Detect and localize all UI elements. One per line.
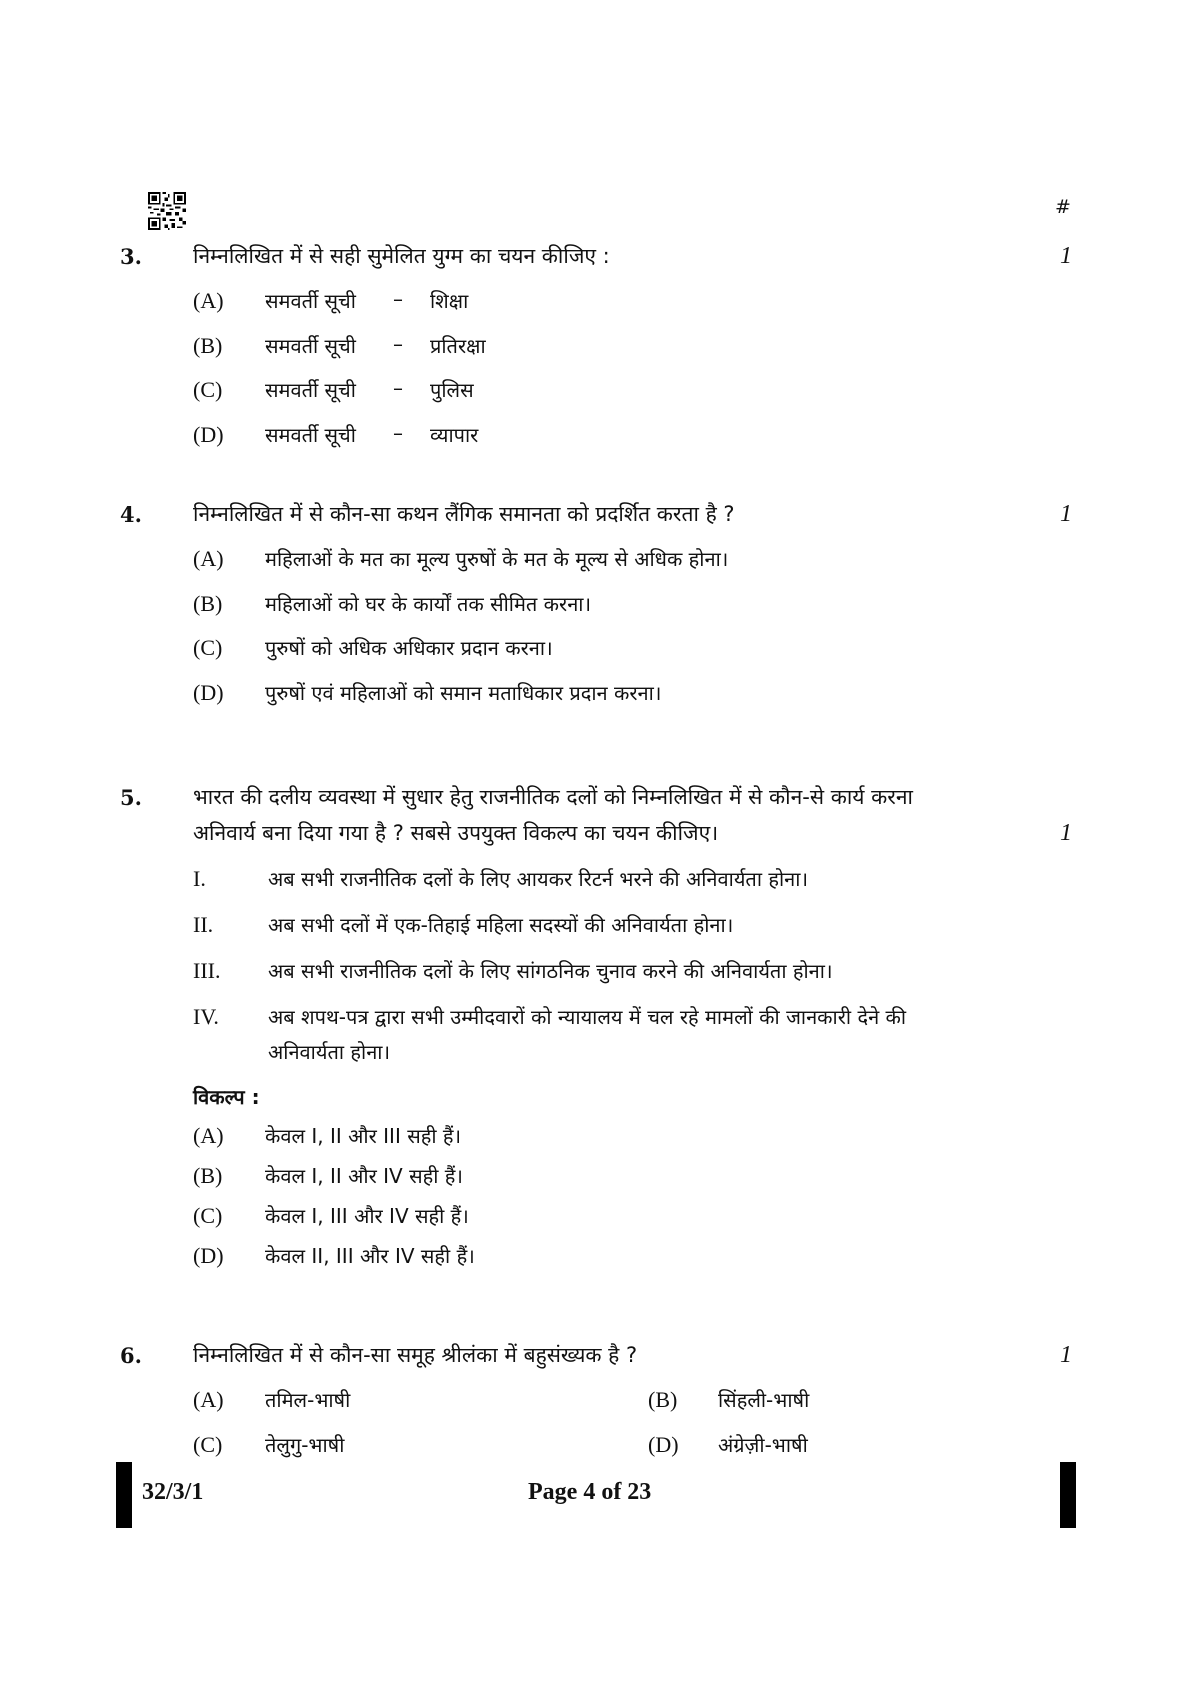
question-text-line2: अनिवार्य बना दिया गया है ? सबसे उपयुक्त विकल्प का चयन कीजिए।: [193, 821, 719, 845]
option-text: तेलुगु-भाषी: [265, 1433, 345, 1457]
option-right: शिक्षा: [430, 289, 469, 313]
option-text: केवल I, III और IV सही हैं।: [265, 1204, 469, 1228]
option-label: (C): [193, 635, 223, 660]
paper-code: 32/3/1: [142, 1479, 204, 1505]
option-text: महिलाओं को घर के कार्यों तक सीमित करना।: [265, 592, 592, 616]
statement-text: अब सभी राजनीतिक दलों के लिए आयकर रिटर्न भरने की अनिवार्यता होना।: [268, 867, 809, 891]
question-text-line1: भारत की दलीय व्यवस्था में सुधार हेतु राजनीतिक दलों को निम्नलिखित में से कौन-से कार्य करना: [193, 785, 913, 809]
question-marks: 1: [1060, 501, 1072, 527]
option-left: समवर्ती सूची: [265, 378, 356, 402]
option-dash: –: [393, 287, 403, 311]
option-dash: –: [393, 332, 403, 356]
statement-text-line1: अब शपथ-पत्र द्वारा सभी उम्मीदवारों को न्यायालय में चल रहे मामलों की जानकारी देने की: [268, 1005, 907, 1029]
option-right: व्यापार: [430, 423, 479, 447]
question-text: निम्नलिखित में से कौन-सा कथन लैंगिक समानता को प्रदर्शित करता है ?: [193, 502, 735, 526]
statement-label: III.: [193, 958, 221, 983]
option-text: केवल I, II और III सही हैं।: [265, 1124, 462, 1148]
option-text: अंग्रेज़ी-भाषी: [718, 1433, 808, 1457]
footer-bar-right: [1060, 1462, 1076, 1528]
options-heading: विकल्प :: [193, 1085, 260, 1109]
question-marks: 1: [1060, 820, 1072, 846]
option-dash: –: [393, 376, 403, 400]
option-label: (D): [193, 1243, 224, 1268]
statement-text: अब सभी दलों में एक-तिहाई महिला सदस्यों की अनिवार्यता होना।: [268, 913, 734, 937]
option-left: समवर्ती सूची: [265, 334, 356, 358]
option-label: (D): [648, 1432, 679, 1457]
option-label: (D): [193, 422, 224, 447]
option-label: (C): [193, 1432, 223, 1457]
option-text: सिंहली-भाषी: [718, 1388, 810, 1412]
question-marks: 1: [1060, 243, 1072, 269]
option-left: समवर्ती सूची: [265, 289, 356, 313]
question-text: निम्नलिखित में से कौन-सा समूह श्रीलंका में बहुसंख्यक है ?: [193, 1343, 638, 1367]
statement-label: IV.: [193, 1004, 219, 1029]
option-label: (B): [648, 1387, 678, 1412]
option-dash: –: [393, 421, 403, 445]
page-marker: #: [1055, 196, 1071, 218]
question-number: 6.: [120, 1343, 142, 1368]
statement-label: II.: [193, 912, 214, 937]
option-text: पुरुषों को अधिक अधिकार प्रदान करना।: [265, 636, 553, 660]
question-text: निम्नलिखित में से सही सुमेलित युग्म का चयन कीजिए :: [193, 244, 610, 268]
option-label: (A): [193, 1387, 224, 1412]
option-right: प्रतिरक्षा: [430, 334, 486, 358]
qr-code-icon: [148, 192, 186, 230]
option-label: (D): [193, 680, 224, 705]
option-label: (A): [193, 288, 224, 313]
footer-bar-left: [116, 1462, 132, 1528]
option-label: (A): [193, 1123, 224, 1148]
question-number: 4.: [120, 502, 142, 527]
statement-text: अब सभी राजनीतिक दलों के लिए सांगठनिक चुनाव करने की अनिवार्यता होना।: [268, 959, 833, 983]
option-text: महिलाओं के मत का मूल्य पुरुषों के मत के मूल्य से अधिक होना।: [265, 547, 729, 571]
option-label: (B): [193, 333, 223, 358]
option-text: तमिल-भाषी: [265, 1388, 351, 1412]
option-label: (C): [193, 377, 223, 402]
option-left: समवर्ती सूची: [265, 423, 356, 447]
option-label: (A): [193, 546, 224, 571]
question-number: 5.: [120, 785, 142, 810]
question-marks: 1: [1060, 1342, 1072, 1368]
option-text: केवल II, III और IV सही हैं।: [265, 1244, 475, 1268]
option-label: (B): [193, 591, 223, 616]
option-text: केवल I, II और IV सही हैं।: [265, 1164, 463, 1188]
statement-text-line2: अनिवार्यता होना।: [268, 1040, 391, 1064]
option-label: (B): [193, 1163, 223, 1188]
option-text: पुरुषों एवं महिलाओं को समान मताधिकार प्रदान करना।: [265, 681, 662, 705]
page-number: Page 4 of 23: [528, 1479, 652, 1505]
option-right: पुलिस: [430, 378, 474, 402]
statement-label: I.: [193, 866, 206, 891]
question-number: 3.: [120, 244, 142, 269]
option-label: (C): [193, 1203, 223, 1228]
